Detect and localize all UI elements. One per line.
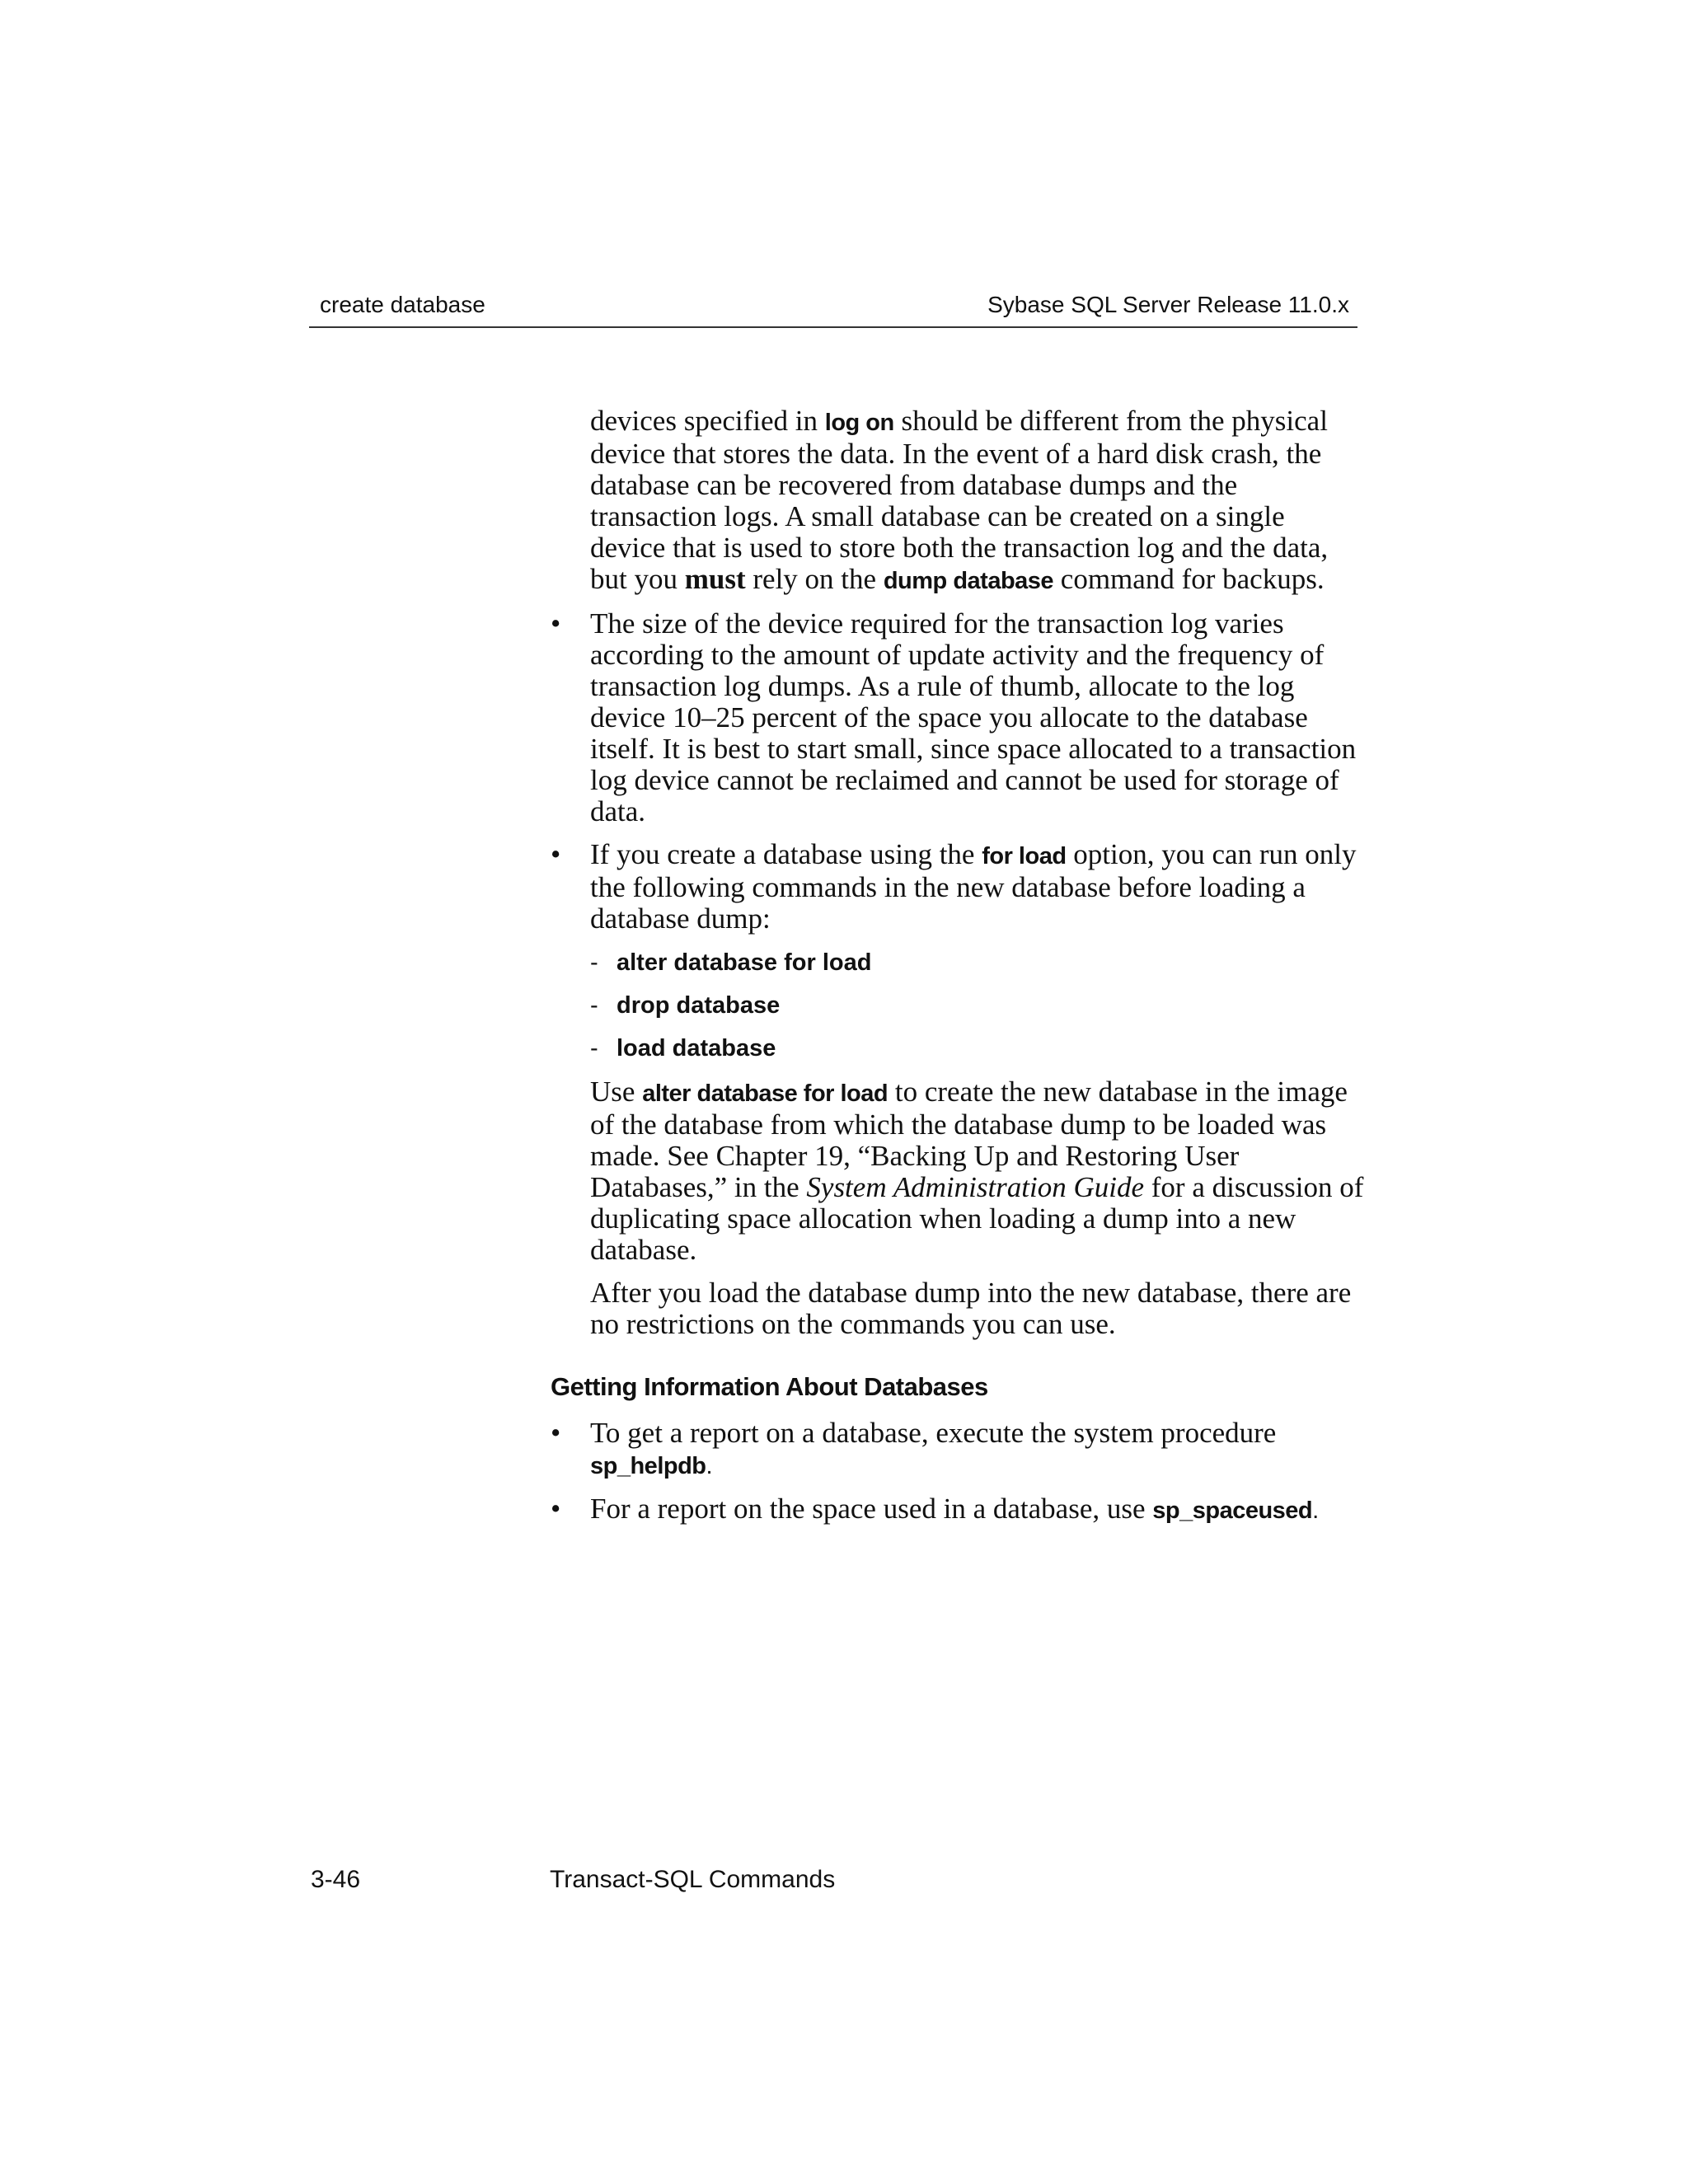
- text-run: If you create a database using the: [590, 838, 982, 870]
- dash-item-text: drop database: [617, 992, 781, 1019]
- bullet-marker: •: [551, 1417, 561, 1449]
- book-title-system-administration-guide: System Administration Guide: [806, 1171, 1145, 1203]
- inline-code-dump-database: dump database: [883, 568, 1054, 594]
- text-run: for a discussion of duplicating space allocation when loading a dump into a new database.: [590, 1171, 1364, 1266]
- bullet-for-load: [551, 838, 1367, 935]
- dash-item-alter-database: [590, 948, 1367, 977]
- inline-code-for-load: for load: [982, 843, 1067, 869]
- text-run: .: [1312, 1497, 1319, 1524]
- text-run: To get a report on a database, execute the system procedure: [590, 1417, 1277, 1449]
- text-run: rely on the: [745, 563, 884, 595]
- dash-marker: -: [590, 992, 598, 1019]
- header-product-release: Sybase SQL Server Release 11.0.x: [987, 292, 1349, 317]
- inline-code-sp-spaceused: sp_spaceused: [1152, 1497, 1313, 1524]
- inline-code-alter-database-for-load: alter database for load: [642, 1080, 889, 1107]
- text-run: should be different from the physical device that stores the data. In the event of a hard disk crash, the database can be recovered from database dumps and the transaction logs. A small database can be created on a single device that is used to store both the transaction log and the data, but you: [590, 405, 1329, 595]
- dash-item-text: alter database for load: [617, 949, 872, 976]
- bullet-log-device-size: [551, 607, 1367, 827]
- dash-marker: -: [590, 1035, 598, 1062]
- continued-paragraph: [590, 405, 1367, 597]
- text-run: to create the new database in the image of the database from which the database dump to be loaded was made. See Chapter 19, “Backing Up and Restoring User Databases,” in the: [590, 1076, 1348, 1203]
- bullet-marker: •: [551, 1493, 561, 1525]
- dash-item-drop-database: [590, 991, 1367, 1020]
- page-body: [551, 405, 1367, 1538]
- text-run: command for backups.: [1053, 563, 1325, 595]
- text-run: .: [706, 1453, 713, 1479]
- text-run: Use: [590, 1076, 643, 1108]
- dash-marker: -: [590, 949, 598, 976]
- section-heading: Getting Information About Databases: [551, 1372, 988, 1401]
- running-header: [316, 290, 1356, 326]
- page-number: 3-46: [311, 1866, 361, 1893]
- bullet-sp-spaceused: [551, 1493, 1367, 1526]
- footer-book-title: Transact-SQL Commands: [550, 1866, 836, 1893]
- bullet-marker: •: [551, 838, 561, 870]
- bullet-marker: •: [551, 607, 561, 640]
- dash-item-text: load database: [617, 1035, 776, 1062]
- inline-code-sp-helpdb: sp_helpdb: [590, 1453, 706, 1479]
- text-run: devices specified in: [590, 405, 825, 437]
- text-run: For a report on the space used in a database, use: [590, 1493, 1153, 1525]
- running-footer: [311, 1864, 1366, 1897]
- bullet-text: The size of the device required for the transaction log varies according to the amount of update activity and the frequency of transaction log dumps. As a rule of thumb, allocate to the log device 10–25 percent of the space you allocate to the database itself. It is best to start small, since space allocated to a transaction log device cannot be reclaimed and cannot be used for storage of data.: [590, 607, 1357, 827]
- header-section-title: create database: [320, 292, 485, 317]
- alter-database-paragraph: [590, 1076, 1367, 1266]
- inline-code-log-on: log on: [824, 410, 894, 436]
- emphasis-must: must: [684, 563, 746, 595]
- after-load-paragraph: After you load the database dump into the new database, there are no restrictions on the commands you can use.: [590, 1277, 1352, 1340]
- text-run: option, you can run only the following commands in the new database before loading a database dump:: [590, 838, 1357, 935]
- header-rule: [309, 326, 1357, 328]
- dash-item-load-database: [590, 1033, 1367, 1063]
- bullet-sp-helpdb: [551, 1417, 1367, 1482]
